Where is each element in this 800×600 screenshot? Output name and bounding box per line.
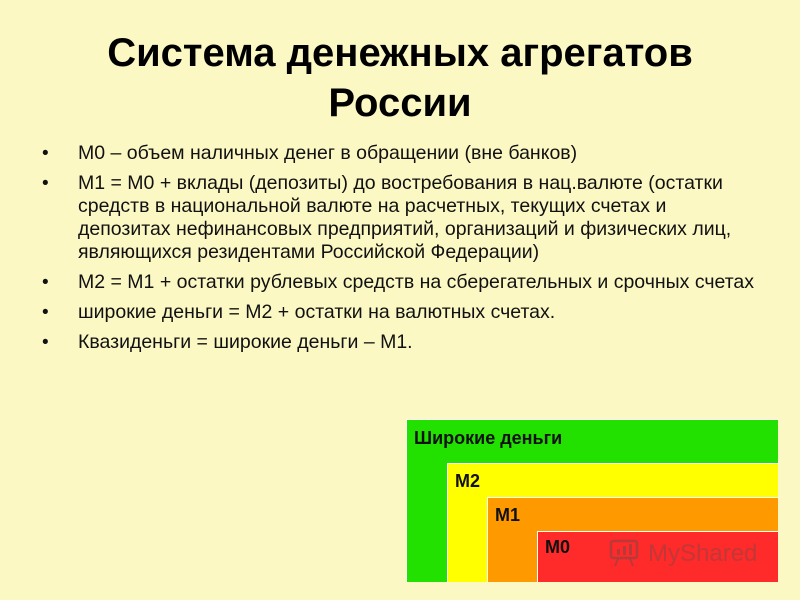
watermark [606, 536, 766, 572]
label-m0: M0 [545, 537, 571, 557]
title-line-1: Система денежных агрегатов [107, 31, 693, 75]
bullet-m0: • M0 – объем наличных денег в обращении (вне банков) [40, 142, 760, 165]
watermark-text: MyShared [648, 540, 758, 567]
label-m2: M2 [455, 471, 481, 491]
bullet-m2: • M2 = M1 + остатки рублевых средств на сберегательных и срочных счетах [40, 271, 760, 294]
bullet-broad-money: • широкие деньги = M2 + остатки на валютных счетах. [40, 301, 760, 324]
slide-title [0, 28, 800, 128]
presentation-icon [608, 538, 640, 568]
title-line-2: России [328, 81, 472, 125]
bullet-list [40, 142, 760, 361]
label-broad-money: Широкие деньги [414, 428, 563, 448]
bullet-m1: • M1 = M0 + вклады (депозиты) до востребования в нац.валюте (остатки средств в национальной валюте на расчетных, текущих счетах и депозитах нефинансовых предприятий, организаций и физических лиц, являющихся резидентами Российской Федерации) [40, 172, 760, 264]
bullet-quasi-money: • Квазиденьги = широкие деньги – M1. [40, 331, 760, 354]
label-m1: M1 [495, 505, 521, 525]
